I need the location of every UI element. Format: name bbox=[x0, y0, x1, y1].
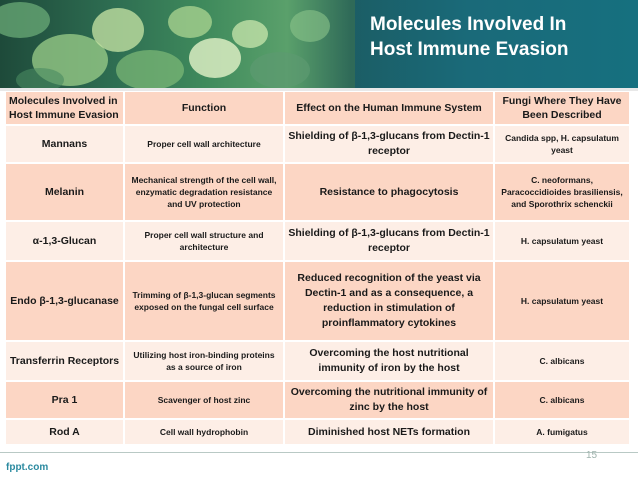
cell-effect: Shielding of β-1,3-glucans from Dectin-1 receptor bbox=[284, 221, 494, 261]
cell-effect: Overcoming the nutritional immunity of zinc by the host bbox=[284, 381, 494, 419]
banner-divider bbox=[0, 88, 638, 91]
cell-molecule: Transferrin Receptors bbox=[6, 341, 124, 381]
cell-function: Mechanical strength of the cell wall, enzymatic degradation resistance and UV protection bbox=[124, 163, 284, 221]
cell-function: Utilizing host iron-binding proteins as a source of iron bbox=[124, 341, 284, 381]
cell-effect: Shielding of β-1,3-glucans from Dectin-1 receptor bbox=[284, 125, 494, 163]
cell-function: Proper cell wall architecture bbox=[124, 125, 284, 163]
cell-effect: Resistance to phagocytosis bbox=[284, 163, 494, 221]
cell-fungi: C. neoformans, Paracoccidioides brasiliensis, and Sporothrix schenckii bbox=[494, 163, 630, 221]
cell-function: Trimming of β-1,3-glucan segments exposed on the fungal cell surface bbox=[124, 261, 284, 341]
slide-title-line-1: Molecules Involved In bbox=[370, 14, 567, 35]
table-row bbox=[6, 221, 630, 261]
slide-title bbox=[370, 12, 630, 62]
cell-fungi: Candida spp, H. capsulatum yeast bbox=[494, 125, 630, 163]
table-row bbox=[6, 341, 630, 381]
cell-fungi: C. albicans bbox=[494, 381, 630, 419]
cell-molecule: Rod A bbox=[6, 419, 124, 445]
cell-fungi: H. capsulatum yeast bbox=[494, 261, 630, 341]
table-header-row bbox=[6, 92, 630, 125]
table-row bbox=[6, 419, 630, 445]
table-row bbox=[6, 261, 630, 341]
cell-function: Scavenger of host zinc bbox=[124, 381, 284, 419]
cell-molecule: Mannans bbox=[6, 125, 124, 163]
header-molecules: Molecules Involved in Host Immune Evasion bbox=[6, 92, 124, 125]
table-row bbox=[6, 125, 630, 163]
cell-molecule: Endo β-1,3-glucanase bbox=[6, 261, 124, 341]
cell-molecule: α-1,3-Glucan bbox=[6, 221, 124, 261]
cell-function: Cell wall hydrophobin bbox=[124, 419, 284, 445]
cell-effect: Overcoming the host nutritional immunity of iron by the host bbox=[284, 341, 494, 381]
cell-fungi: A. fumigatus bbox=[494, 419, 630, 445]
table-row bbox=[6, 163, 630, 221]
immune-evasion-table bbox=[6, 92, 631, 446]
slide-title-line-2: Host Immune Evasion bbox=[370, 39, 569, 60]
header-fungi: Fungi Where They Have Been Described bbox=[494, 92, 630, 125]
header-effect: Effect on the Human Immune System bbox=[284, 92, 494, 125]
footer-brand-link[interactable]: fppt.com bbox=[6, 462, 49, 473]
cell-function: Proper cell wall structure and architecture bbox=[124, 221, 284, 261]
page-number: 15 bbox=[586, 450, 598, 461]
footer-divider bbox=[0, 452, 638, 453]
cell-effect: Reduced recognition of the yeast via Dectin-1 and as a consequence, a reduction in stimulation of proinflammatory cytokines bbox=[284, 261, 494, 341]
cell-effect: Diminished host NETs formation bbox=[284, 419, 494, 445]
cell-molecule: Melanin bbox=[6, 163, 124, 221]
table-row bbox=[6, 381, 630, 419]
cell-molecule: Pra 1 bbox=[6, 381, 124, 419]
cell-fungi: C. albicans bbox=[494, 341, 630, 381]
cell-fungi: H. capsulatum yeast bbox=[494, 221, 630, 261]
header-function: Function bbox=[124, 92, 284, 125]
